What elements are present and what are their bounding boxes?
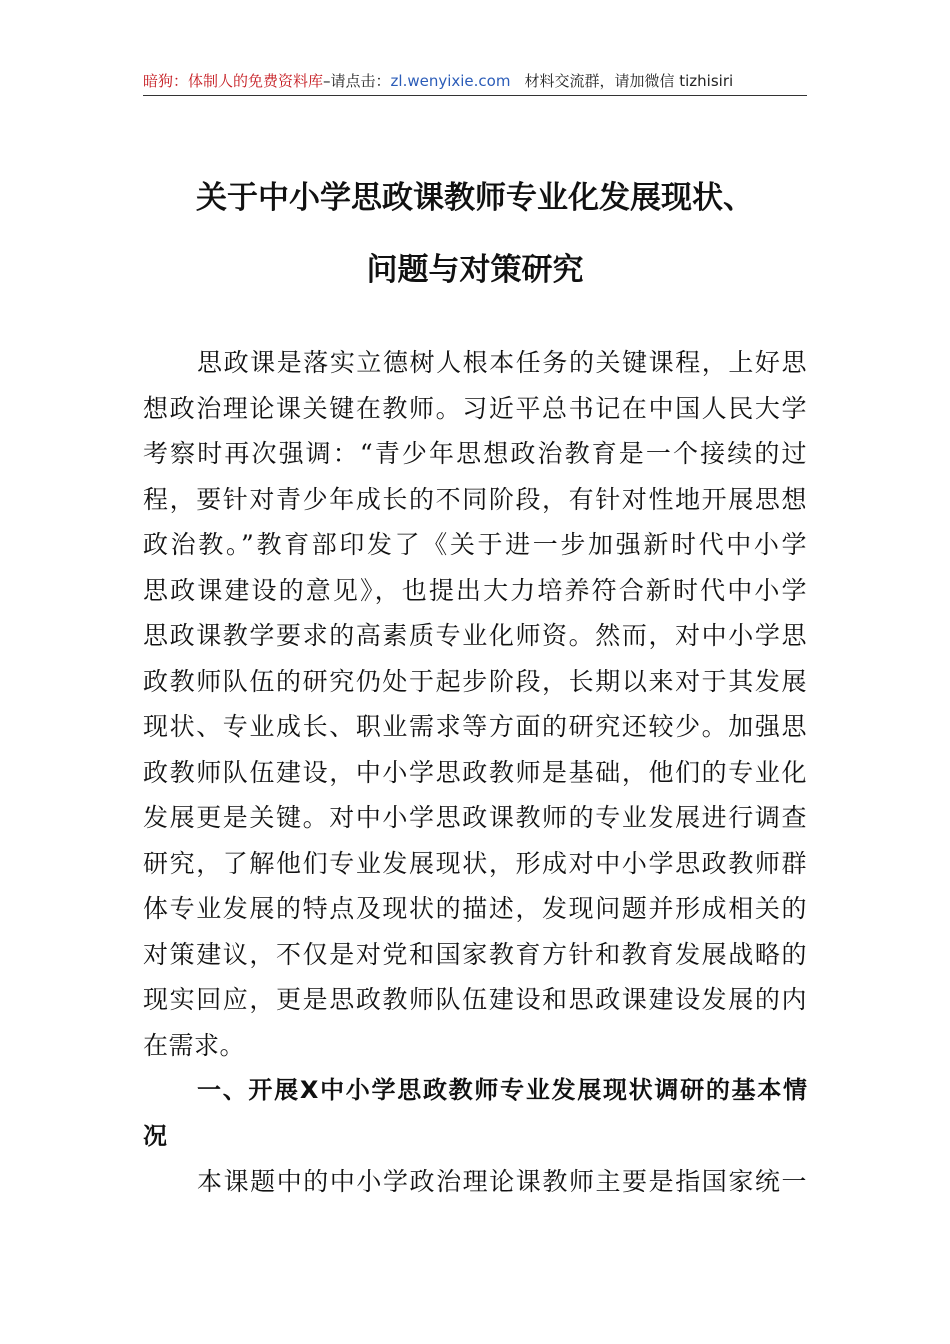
paragraph-line: 本课题中的中小学政治理论课教师主要是指国家统一 (197, 1167, 807, 1196)
paragraph-line: 现状、专业成长、职业需求等方面的研究还较少。加强思 (143, 712, 807, 741)
paragraph-line: 发展更是关键。对中小学思政课教师的专业发展进行调查 (143, 803, 807, 832)
document-title-line-1: 关于中小学思政课教师专业化发展现状、 (196, 180, 754, 216)
header-url-link[interactable]: zl.wenyixie.com (390, 72, 511, 90)
paragraph-line: 对策建议，不仅是对党和国家教育方针和教育发展战略的 (143, 939, 807, 969)
paragraph-line: 政治教。”教育部印发了《关于进一步加强新时代中小学 (143, 530, 807, 559)
paragraph-line: 体专业发展的特点及现状的描述，发现问题并形成相关的 (143, 894, 807, 923)
paragraph-line: 想政治理论课关键在教师。习近平总书记在中国人民大学 (143, 393, 807, 423)
paragraph-line: 在需求。 (143, 1030, 246, 1060)
paragraph-line: 政教师队伍建设，中小学思政教师是基础，他们的专业化 (143, 757, 807, 787)
paragraph-line: 研究，了解他们专业发展现状，形成对中小学思政教师群 (143, 848, 807, 878)
header-click-prompt: –请点击： (323, 72, 391, 90)
document-title-line-2: 问题与对策研究 (366, 252, 584, 288)
document-body (143, 340, 807, 1205)
paragraph-line: 现实回应，更是思政教师队伍建设和思政课建设发展的内 (143, 985, 807, 1014)
paragraph-line: 思政课教学要求的高素质专业化师资。然而，对中小学思 (143, 621, 807, 650)
section-heading-line: 况 (143, 1121, 167, 1150)
paragraph-line: 考察时再次强调：“青少年思想政治教育是一个接续的过 (143, 439, 807, 468)
paragraph-line: 思政课是落实立德树人根本任务的关键课程，上好思 (197, 348, 807, 377)
header-site-name: 暗狗：体制人的免费资料库 (143, 72, 324, 90)
paragraph-line: 程，要针对青少年成长的不同阶段，有针对性地开展思想 (143, 484, 807, 514)
header-divider (143, 95, 807, 96)
paragraph-line: 政教师队伍的研究仍处于起步阶段，长期以来对于其发展 (143, 666, 807, 696)
header-contact: 材料交流群，请加微信 tizhisiri (524, 72, 734, 90)
page-header (143, 70, 807, 94)
section-heading-line: 一、开展X中小学思政教师专业发展现状调研的基本情 (197, 1076, 807, 1104)
paragraph-line: 思政课建设的意见》，也提出大力培养符合新时代中小学 (143, 575, 807, 605)
